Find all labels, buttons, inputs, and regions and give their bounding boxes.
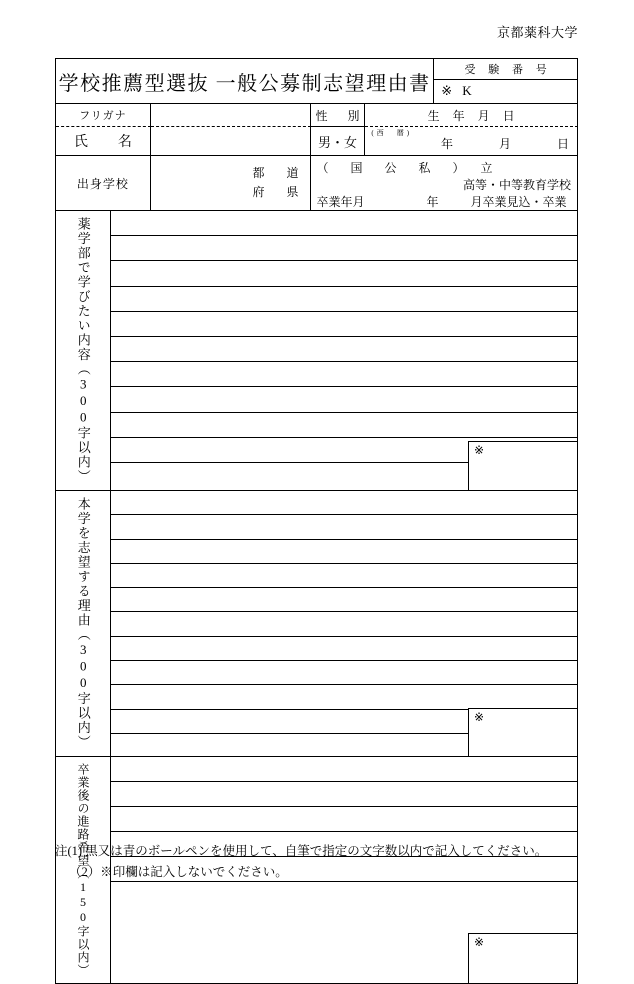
furigana-row [56,104,578,127]
essay-1-line-2[interactable] [111,236,577,261]
essay-2-line-3[interactable] [111,540,577,564]
exam-number-star-icon: ※ [441,83,453,99]
essay-2-official-use-box [468,708,578,757]
essay-3-official-use-box [468,933,578,983]
essay-2-line-8[interactable] [111,661,577,685]
essay-1-label [56,211,111,491]
essay-2-star-icon: ※ [474,709,485,724]
essay-3-line-1[interactable] [111,757,577,782]
school-details [311,156,578,211]
essay-3-star-icon: ※ [474,935,485,950]
essay-2-line-2[interactable] [111,515,577,539]
essay-2-line-6[interactable] [111,612,577,636]
school-name-input[interactable] [151,156,311,211]
sex-options[interactable]: 男・女 [311,127,366,156]
essay-3-line-2[interactable] [111,782,577,807]
furigana-label: フリガナ [56,104,151,127]
essay-1-line-1[interactable] [111,211,577,236]
graduation-year-unit: 年 [426,195,439,209]
essay-1-writing-area[interactable] [111,211,578,491]
birth-year-unit: 年 [440,137,453,151]
furigana-input[interactable] [151,104,311,127]
essay-1-line-8[interactable] [111,387,577,412]
essay-1-official-use-box [468,441,578,491]
prefecture-line-1: 都 道 [252,166,304,181]
essay-2-label [56,491,111,757]
graduation-status-options: 月卒業見込・卒業 [470,195,567,209]
school-label: 出身学校 [56,156,151,211]
birth-day-unit: 日 [556,137,569,151]
essay-2-line-7[interactable] [111,637,577,661]
graduation-label: 卒業年月 [316,195,365,209]
note-line-2: （2）※印欄は記入しないでください。 [69,864,288,879]
essay-3-line-3[interactable] [111,807,577,832]
name-label: 氏 名 [56,127,151,156]
essay-2-writing-area[interactable] [111,491,578,757]
essay-1-label-text: 薬学部で学びたい内容（300字以内） [75,217,91,484]
school-row [56,156,578,211]
exam-number-label: 受 験 番 号 [434,59,577,80]
essay-3-label-text: 卒業後の進路希望（150字以内） [76,762,91,977]
essay-1-line-4[interactable] [111,287,577,312]
school-type-label: 高等・中等教育学校 [462,178,571,192]
essay-1-line-7[interactable] [111,362,577,387]
graduation-row[interactable] [317,193,571,210]
essay-2-line-1[interactable] [111,491,577,515]
exam-number-block [434,59,578,104]
exam-number-field[interactable] [434,80,577,103]
title-row [56,59,578,104]
western-calendar-note: (西 暦) [371,129,413,137]
essay-2-label-text: 本学を志望する理由（300字以内） [75,497,91,750]
essay-2-line-9[interactable] [111,685,577,709]
exam-number-prefix: K [462,83,472,99]
essay-2-line-5[interactable] [111,588,577,612]
birth-month-unit: 月 [498,137,511,151]
note-line-1: 注(1) 黒又は青のボールペンを使用して、自筆で指定の文字数以内で記入してください。 [55,844,548,858]
birthdate-input[interactable] [365,127,578,156]
essay-1-line-6[interactable] [111,337,577,362]
school-establishment-options[interactable]: （ 国 公 私 ） 立 [316,161,498,175]
essay-1-line-9[interactable] [111,413,577,438]
essay-section-1 [56,211,578,491]
form-notes [55,841,547,882]
essay-1-line-3[interactable] [111,261,577,286]
form-title: 学校推薦型選抜 一般公募制志望理由書 [56,59,434,104]
essay-section-2 [56,491,578,757]
name-row [56,127,578,156]
prefecture-line-2: 府 県 [252,185,304,199]
essay-2-line-4[interactable] [111,564,577,588]
essay-1-star-icon: ※ [474,442,485,457]
sex-label: 性 別 [311,104,366,127]
university-name: 京都薬科大学 [496,25,578,40]
birthdate-label: 生 年 月 日 [365,104,578,127]
essay-1-line-5[interactable] [111,312,577,337]
name-input[interactable] [151,127,311,156]
